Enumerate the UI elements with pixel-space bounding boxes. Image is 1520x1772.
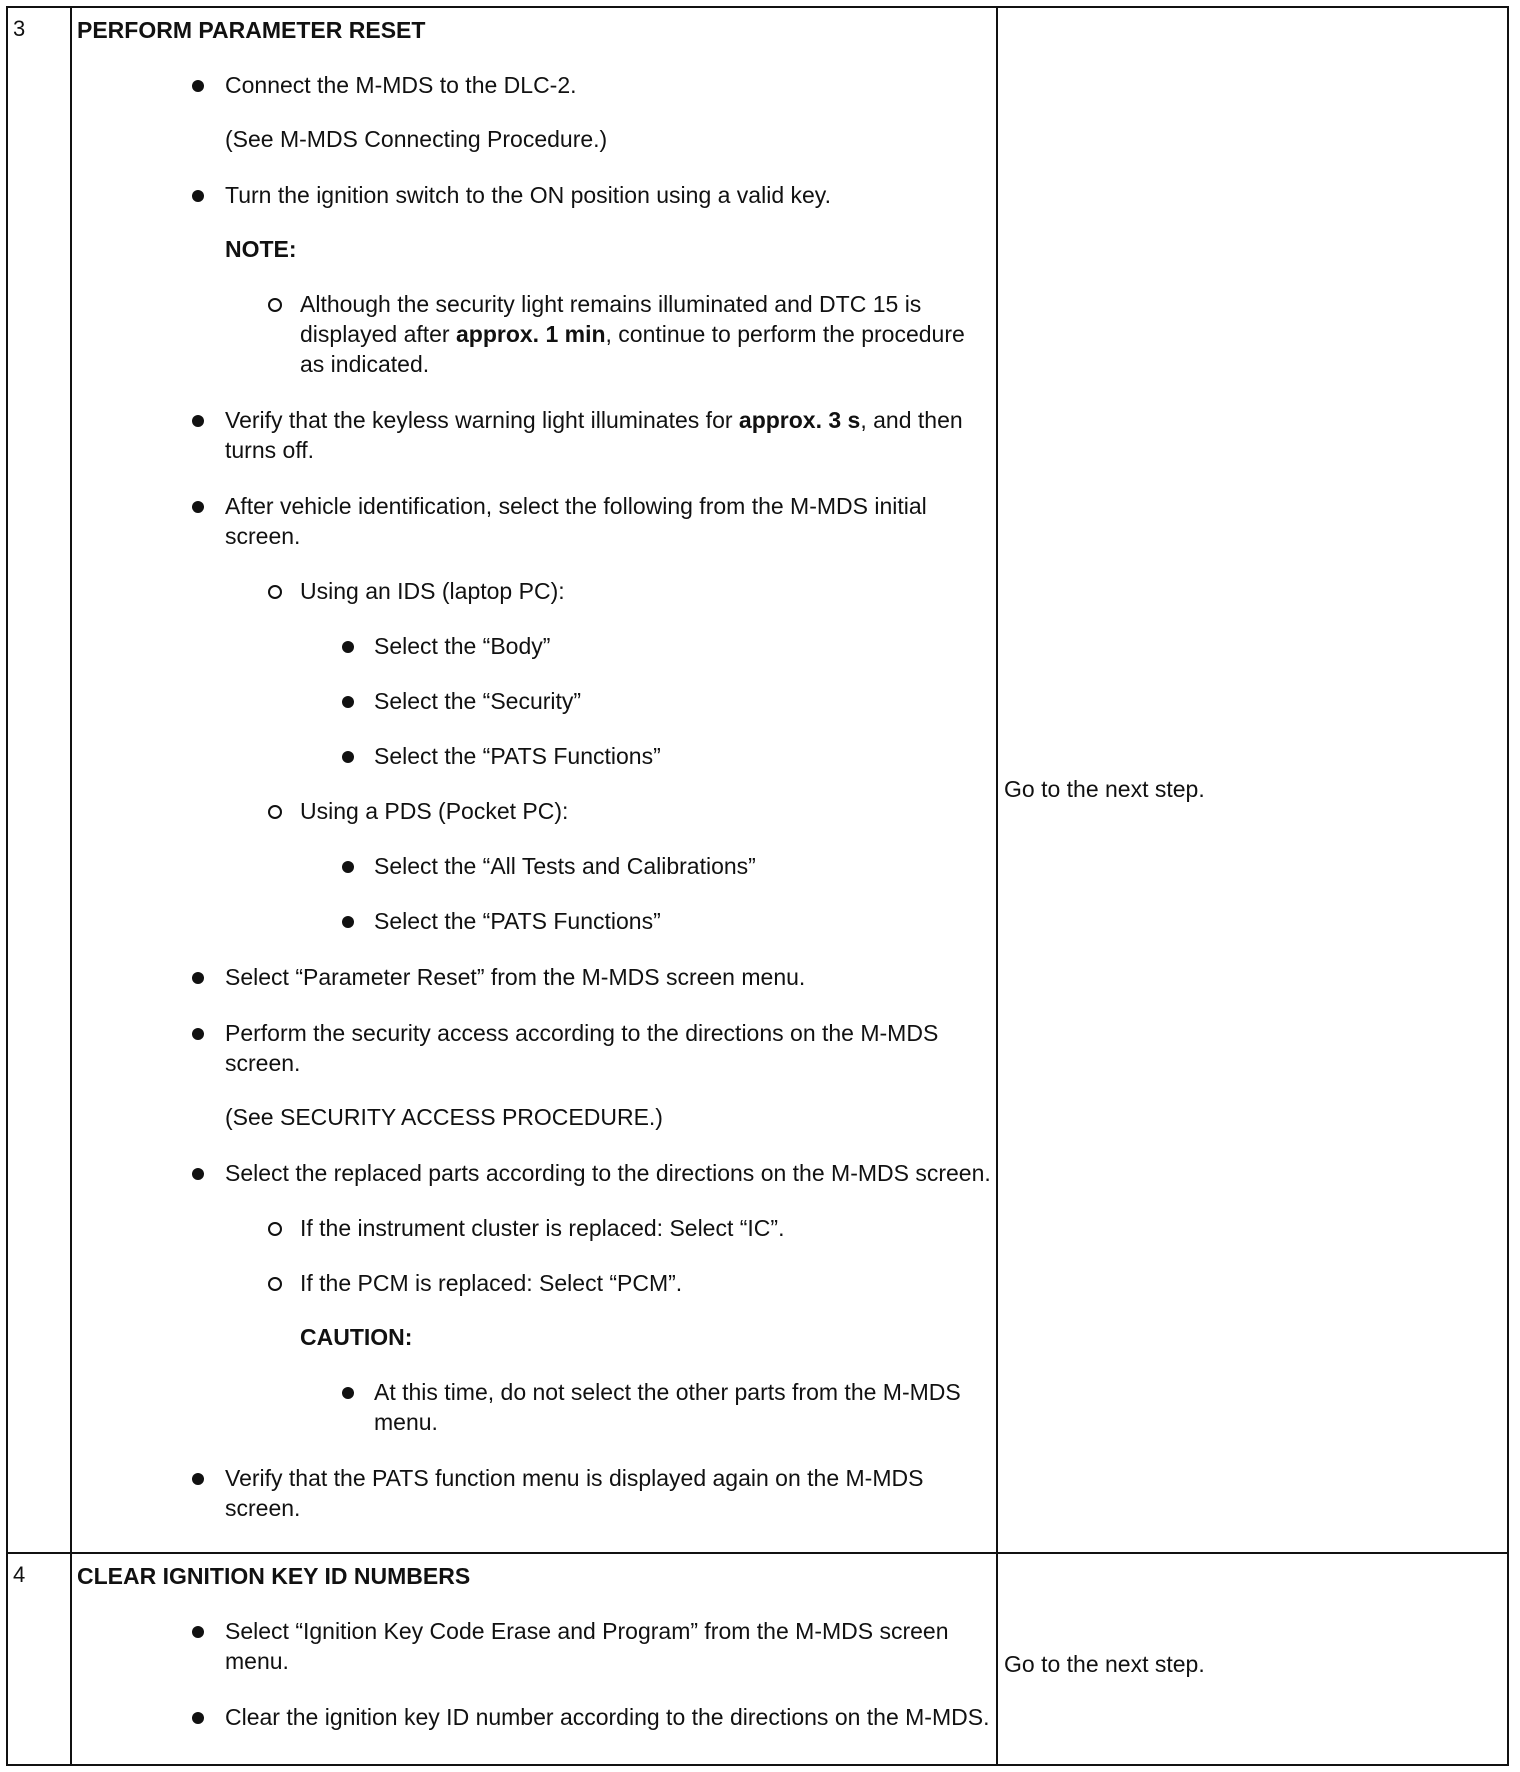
sub-item: If the instrument cluster is replaced: Select “IC”. <box>77 1213 992 1243</box>
sub-sub-item: Select the “Body” <box>77 631 992 661</box>
step-result: Go to the next step. <box>997 7 1508 1553</box>
bullet-icon <box>192 1712 204 1724</box>
bullet-icon <box>342 641 354 653</box>
bullet-icon <box>192 1168 204 1180</box>
sub-sub-item: Select the “PATS Functions” <box>77 741 992 771</box>
step-number: 3 <box>7 7 71 1553</box>
bullet-icon <box>342 1387 354 1399</box>
sub-item-ids: Using an IDS (laptop PC): <box>77 576 992 606</box>
list-item: Select the replaced parts according to the directions on the M-MDS screen. <box>77 1158 992 1188</box>
bullet-icon <box>342 861 354 873</box>
list-item: Verify that the keyless warning light illuminates for approx. 3 s, and then turns off. <box>77 405 992 465</box>
step-title: CLEAR IGNITION KEY ID NUMBERS <box>77 1563 471 1589</box>
note-label: NOTE: <box>225 236 297 262</box>
step-title: PERFORM PARAMETER RESET <box>77 17 426 43</box>
hollow-bullet-icon <box>268 1222 282 1236</box>
bullet-icon <box>342 916 354 928</box>
bullet-icon <box>192 1626 204 1638</box>
hollow-bullet-icon <box>268 585 282 599</box>
bullet-icon <box>192 501 204 513</box>
list-item: Connect the M-MDS to the DLC-2. <box>77 70 992 100</box>
step-action-cell <box>71 1553 997 1765</box>
list-item: Select “Parameter Reset” from the M-MDS screen menu. <box>77 962 992 992</box>
list-item: Perform the security access according to the directions on the M-MDS screen. <box>77 1018 992 1078</box>
bullet-icon <box>342 696 354 708</box>
hollow-bullet-icon <box>268 805 282 819</box>
step-result: Go to the next step. <box>997 1553 1508 1765</box>
bullet-icon <box>342 751 354 763</box>
caution-label: CAUTION: <box>300 1324 413 1350</box>
bullet-icon <box>192 190 204 202</box>
step-action-cell <box>71 7 997 1553</box>
step-row-3 <box>7 7 1508 1553</box>
sub-sub-item: Select the “All Tests and Calibrations” <box>77 851 992 881</box>
hollow-bullet-icon <box>268 1277 282 1291</box>
bullet-icon <box>192 80 204 92</box>
action-list <box>77 70 992 100</box>
list-item: Clear the ignition key ID number according to the directions on the M-MDS. <box>77 1702 992 1732</box>
sub-item-pds: Using a PDS (Pocket PC): <box>77 796 992 826</box>
hollow-bullet-icon <box>268 298 282 312</box>
caution-item: At this time, do not select the other parts from the M-MDS menu. <box>77 1377 992 1437</box>
sub-item: If the PCM is replaced: Select “PCM”. <box>77 1268 992 1298</box>
sub-sub-item: Select the “PATS Functions” <box>77 906 992 936</box>
list-item: Turn the ignition switch to the ON position using a valid key. <box>77 180 992 210</box>
list-item: After vehicle identification, select the following from the M-MDS initial screen. <box>77 491 992 551</box>
bullet-icon <box>192 415 204 427</box>
bullet-icon <box>192 972 204 984</box>
bullet-icon <box>192 1028 204 1040</box>
reference-text: (See M-MDS Connecting Procedure.) <box>225 126 608 152</box>
procedure-table <box>6 6 1509 1766</box>
bullet-icon <box>192 1473 204 1485</box>
step-row-4 <box>7 1553 1508 1765</box>
list-item: Select “Ignition Key Code Erase and Program” from the M-MDS screen menu. <box>77 1616 992 1676</box>
list-item: Verify that the PATS function menu is displayed again on the M-MDS screen. <box>77 1463 992 1523</box>
reference-text: (See SECURITY ACCESS PROCEDURE.) <box>225 1104 663 1130</box>
sub-sub-item: Select the “Security” <box>77 686 992 716</box>
note-item: Although the security light remains illuminated and DTC 15 is displayed after approx. 1 min, continue to perform the procedure as indicated. <box>77 289 992 379</box>
step-number: 4 <box>7 1553 71 1765</box>
